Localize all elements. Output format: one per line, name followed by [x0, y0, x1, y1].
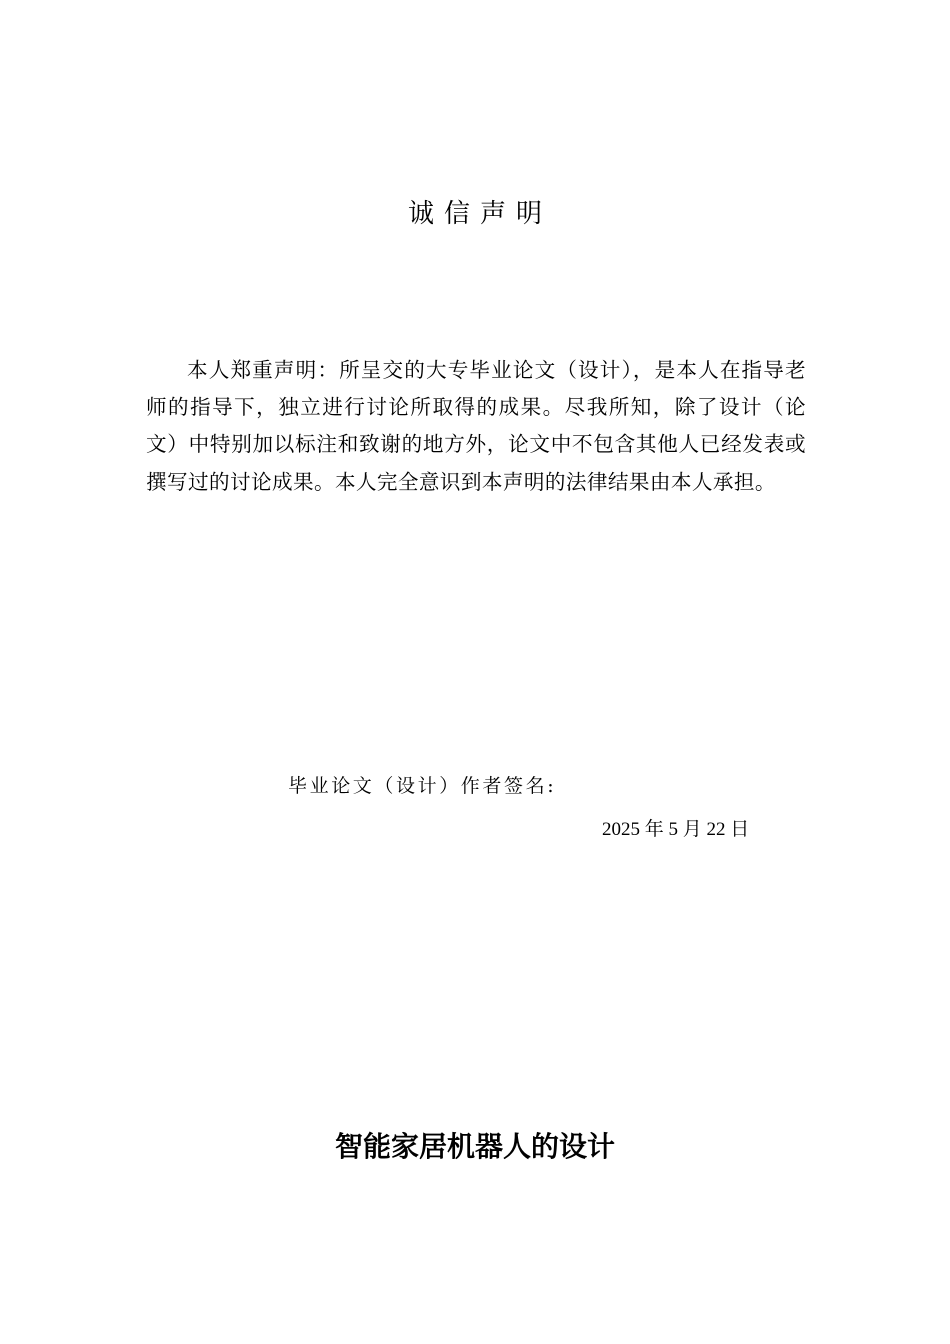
- signature-date: 2025 年 5 月 22 日: [602, 819, 750, 840]
- declaration-body: 本人郑重声明：所呈交的大专毕业论文（设计），是本人在指导老师的指导下，独立进行讨论所取得的成果。尽我所知，除了设计（论文）中特别加以标注和致谢的地方外，论文中不包含其他人已经发表或撰写过的讨论成果。本人完全意识到本声明的法律结果由本人承担。: [146, 358, 806, 494]
- author-signature-label: 毕业论文（设计）作者签名:: [288, 775, 557, 797]
- declaration-title: 诚信声明: [407, 199, 552, 229]
- thesis-title: 智能家居机器人的设计: [334, 1130, 615, 1163]
